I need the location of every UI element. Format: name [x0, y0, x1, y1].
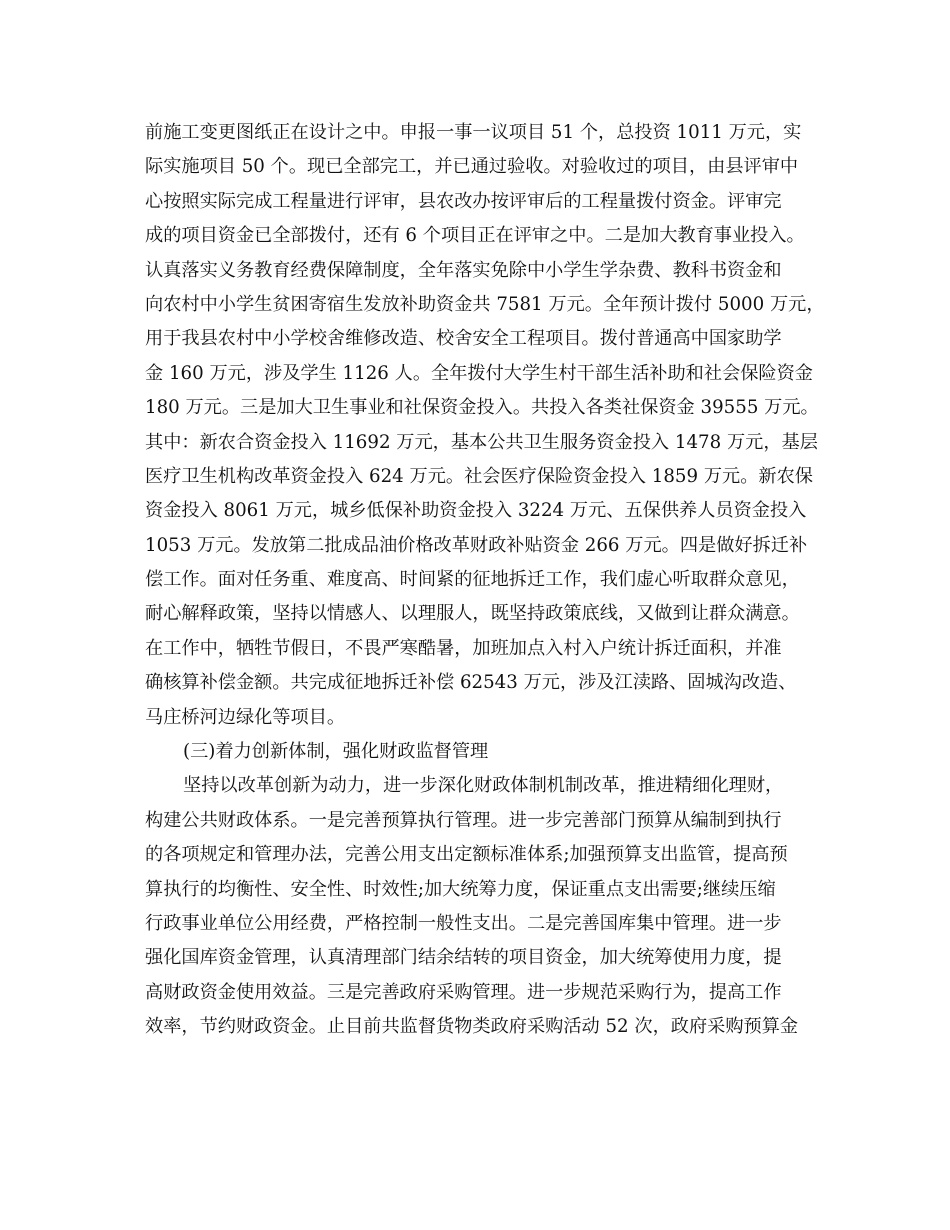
text-line: 耐心解释政策，坚持以情感人、以理服人，既坚持政策底线，又做到让群众满意。 — [145, 603, 800, 625]
text-line: 高财政资金使用效益。三是完善政府采购管理。进一步规范采购行为，提高工作 — [145, 981, 782, 1003]
text-line: 偿工作。面对任务重、难度高、时间紧的征地拆迁工作，我们虚心听取群众意见， — [145, 569, 800, 591]
text-line: 马庄桥河边绿化等项目。 — [145, 706, 346, 728]
text-line: 在工作中，牺牲节假日，不畏严寒酷暑，加班加点入村入户统计拆迁面积，并准 — [145, 637, 782, 659]
text-line: 行政事业单位公用经费，严格控制一般性支出。二是完善国库集中管理。进一步 — [145, 912, 782, 934]
document-body — [145, 116, 825, 1045]
text-line: 强化国库资金管理，认真清理部门结余结转的项目资金，加大统筹使用力度，提 — [145, 947, 782, 969]
text-line: 成的项目资金已全部拨付，还有 6 个项目正在评审之中。二是加大教育事业投入。 — [145, 225, 805, 247]
text-line: 其中：新农合资金投入 11692 万元，基本公共卫生服务资金投入 1478 万元，基层 — [145, 431, 818, 453]
text-line: 前施工变更图纸正在设计之中。申报一事一议项目 51 个，总投资 1011 万元，实 — [145, 122, 802, 143]
text-line: 的各项规定和管理办法，完善公用支出定额标准体系;加强预算支出监管，提高预 — [145, 844, 788, 866]
text-line: 坚持以改革创新为动力，进一步深化财政体制机制改革，推进精细化理财， — [183, 775, 784, 797]
text-line: 金 160 万元，涉及学生 1126 人。全年拨付大学生村干部生活补助和社会保险资金 — [145, 362, 813, 384]
text-line: 算执行的均衡性、安全性、时效性;加大统筹力度，保证重点支出需要;继续压缩 — [145, 878, 776, 900]
text-line: 确核算补偿金额。共完成征地拆迁补偿 62543 万元，涉及江渎路、固城沟改造、 — [145, 672, 797, 694]
text-line: 180 万元。三是加大卫生事业和社保资金投入。共投入各类社保资金 39555 万元。 — [145, 397, 819, 419]
text-line: 向农村中小学生贫困寄宿生发放补助资金共 7581 万元。全年预计拨付 5000 万元， — [145, 293, 825, 315]
text-line: 医疗卫生机构改革资金投入 624 万元。社会医疗保险资金投入 1859 万元。新农保 — [145, 465, 813, 487]
text-line: 认真落实义务教育经费保障制度，全年落实免除中小学生学杂费、教科书资金和 — [145, 259, 782, 281]
text-line: 构建公共财政体系。一是完善预算执行管理。进一步完善部门预算从编制到执行 — [145, 809, 782, 831]
text-line: 心按照实际完成工程量进行评审，县农改办按评审后的工程量拨付资金。评审完 — [145, 190, 782, 212]
text-line: 资金投入 8061 万元，城乡低保补助资金投入 3224 万元、五保供养人员资金投入 — [145, 500, 807, 522]
text-line: 效率，节约财政资金。止目前共监督货物类政府采购活动 52 次，政府采购预算金 — [145, 1016, 799, 1038]
text-line: 用于我县农村中小学校舍维修改造、校舍安全工程项目。拨付普通高中国家助学 — [145, 328, 782, 350]
section-heading: (三)着力创新体制，强化财政监督管理 — [183, 741, 489, 763]
text-line: 1053 万元。发放第二批成品油价格改革财政补贴资金 266 万元。四是做好拆迁补 — [145, 534, 808, 556]
text-line: 际实施项目 50 个。现已全部完工，并已通过验收。对验收过的项目，由县评审中 — [145, 156, 799, 178]
